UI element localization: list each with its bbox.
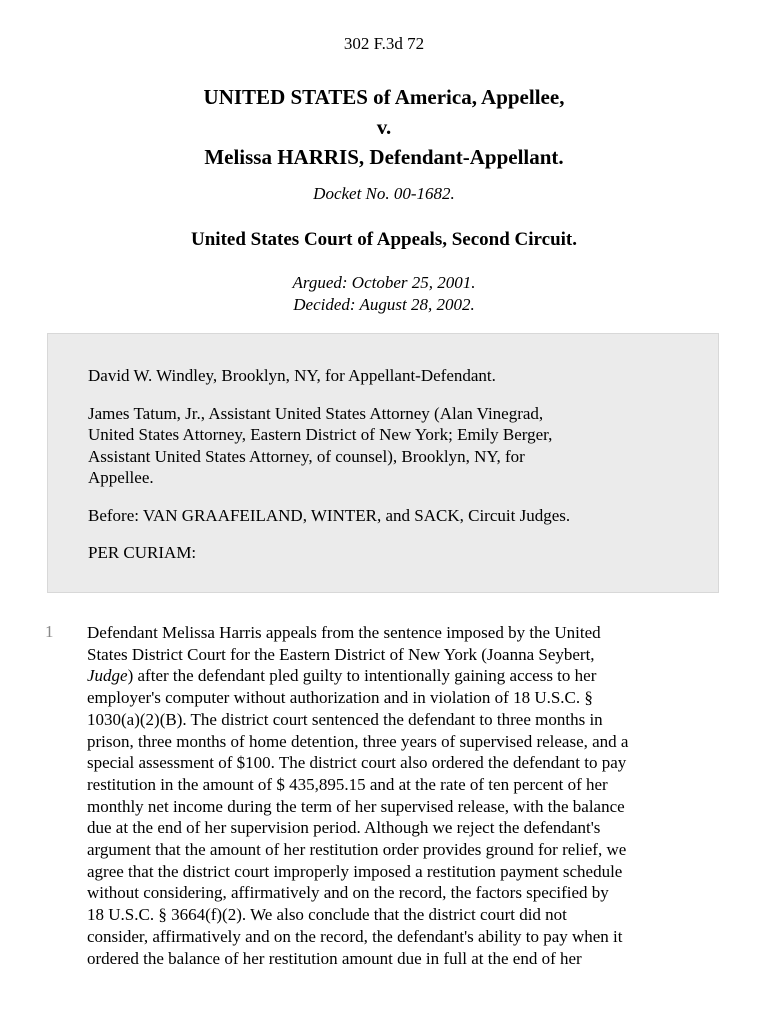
paragraph-line: argument that the amount of her restitution order provides ground for relief, we <box>87 840 627 860</box>
paragraph-line: ordered the balance of her restitution amount due in full at the end of her <box>87 948 582 968</box>
paragraph-line: 1030(a)(2)(B). The district court sentenced the defendant to three months in <box>87 709 603 729</box>
paragraph-line: special assessment of $100. The district court also ordered the defendant to pay <box>87 753 627 773</box>
paragraph-line: States District Court for the Eastern District of New York (Joanna Seybert, <box>87 644 595 664</box>
argued-date: Argued: October 25, 2001. <box>292 273 476 292</box>
case-citation: 302 F.3d 72 <box>343 34 425 53</box>
paragraph-line-rest: after the defendant pled guilty to intentionally gaining access to her <box>137 666 597 686</box>
panel-judges: Before: VAN GRAAFEILAND, WINTER, and SACK, Circuit Judges. <box>88 505 571 525</box>
per-curiam-label: PER CURIAM: <box>88 543 197 562</box>
paragraph-line: restitution in the amount of $ 435,895.15 and at the rate of ten percent of her <box>87 774 608 794</box>
paragraph-line: 18 U.S.C. § 3664(f)(2). We also conclude that the district court did not <box>87 905 567 925</box>
paragraph-line <box>87 665 723 687</box>
case-dates <box>0 272 768 316</box>
court-name: United States Court of Appeals, Second Circuit. <box>191 229 577 250</box>
appellee-counsel-line: James Tatum, Jr., Assistant United States Attorney (Alan Vinegrad, <box>88 403 544 423</box>
paragraph-line: consider, affirmatively and on the record, the defendant's ability to pay when it <box>87 926 623 946</box>
paragraph-line: prison, three months of home detention, three years of supervised release, and a <box>87 731 629 751</box>
paragraph-line: due at the end of her supervision period. Although we reject the defendant's <box>87 818 601 838</box>
caption-appellant: Melissa HARRIS, Defendant-Appellant. <box>204 145 564 169</box>
case-caption <box>0 82 768 172</box>
judge-italic: Judge <box>87 666 128 686</box>
appellee-counsel-line: Assistant United States Attorney, of counsel), Brooklyn, NY, for <box>88 446 525 466</box>
paragraph-line: employer's computer without authorization and in violation of 18 U.S.C. § <box>87 688 593 708</box>
paragraph-line: without considering, affirmatively and on the record, the factors specified by <box>87 883 609 903</box>
paragraph-line: monthly net income during the term of her supervised release, with the balance <box>87 796 625 816</box>
counsel-panel <box>47 333 719 593</box>
docket-number: Docket No. 00-1682. <box>313 184 455 203</box>
decided-date: Decided: August 28, 2002. <box>293 295 475 314</box>
appellee-counsel <box>88 403 678 489</box>
appellee-counsel-line: Appellee. <box>88 468 154 487</box>
paragraph-line: agree that the district court improperly imposed a restitution payment schedule <box>87 861 623 881</box>
paragraph-number: 1 <box>45 622 54 641</box>
appellee-counsel-line: United States Attorney, Eastern District of New York; Emily Berger, <box>88 425 553 444</box>
caption-versus: v. <box>376 115 392 139</box>
judge-close-paren: ) <box>127 666 134 686</box>
paragraph-line: Defendant Melissa Harris appeals from the sentence imposed by the United <box>87 623 601 642</box>
paragraph-text <box>87 622 723 969</box>
caption-appellee: UNITED STATES of America, Appellee, <box>203 85 565 109</box>
appellant-counsel: David W. Windley, Brooklyn, NY, for Appellant-Defendant. <box>88 366 496 385</box>
